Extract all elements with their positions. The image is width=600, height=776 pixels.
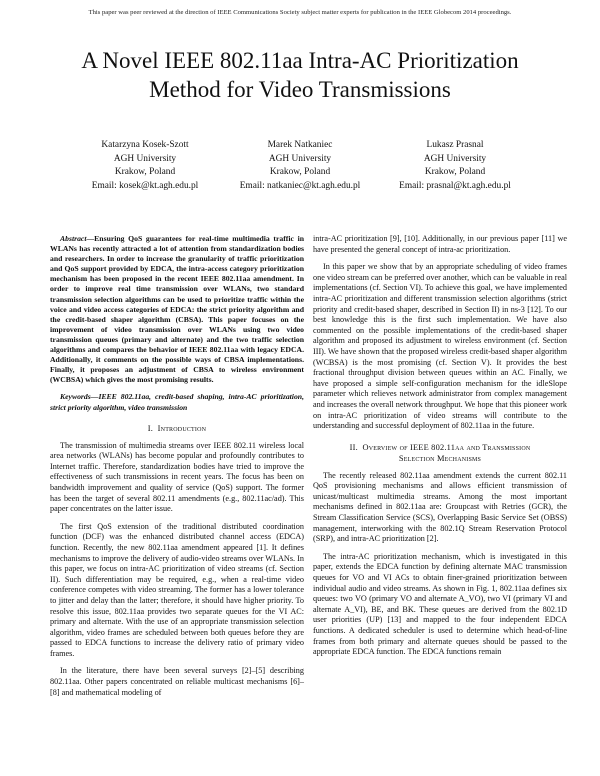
author-2 xyxy=(215,139,385,193)
author-name: Lukasz Prasnal xyxy=(426,140,484,150)
intro-paragraph-2: The first QoS extension of the traditional distributed coordination function (DCF) was the enhanced distributed channel access (EDCA) function. Recently, the new 802.11aa amendment appeared [1]. It defines mechanisms to improve the delivery of audio-video streams over WLANs. In this paper, we focus on intra-AC prioritization of video streams (cf. Section II). Such differentiation may be required, e.g., when a real-time video conference competes with video streaming. The former has a lower tolerance to jitter and delay than the latter; therefore, it should have higher priority. To resolve this issue, 802.11aa provides two separate queues for the VI AC: primary and alternate. With the use of an appropriate transmission selection algorithm, video frames are scheduled between both queues before they are passed to EDCA functions to increase the delivery ratio of primary video frames. xyxy=(50,521,304,658)
title-line-1: A Novel IEEE 802.11aa Intra-AC Prioritization xyxy=(81,48,519,73)
abstract-label: Abstract xyxy=(60,234,87,243)
section-2-heading xyxy=(313,442,567,464)
keywords: Keywords—IEEE 802.11aa, credit-based shaping, intra-AC prioritization, strict priority algorithm, video transmission xyxy=(50,392,304,412)
author-email: Email: kosek@kt.agh.edu.pl xyxy=(91,180,199,191)
author-affiliation: AGH University xyxy=(423,153,487,164)
author-name: Katarzyna Kosek-Szott xyxy=(101,140,189,150)
right-paragraph-2: In this paper we show that by an appropriate scheduling of video frames one video stream can be preferred over another, which can be valuable in real implementations (cf. Section VI). To achieve this goal, we have implemented intra-AC prioritization and different transmission selection algorithms (strict priority and credit-based shaper, described in Section II) in ns-3 [12]. To our best knowledge this is the first such implementation. We have also commented on the possible implementations of the credit-based shaper algorithm and proposed its adjustment to wireless environment (cf. Section III). We have shown that the proposed wireless credit-based shaper algorithm (WCBSA) is the most promising (cf. Section V). It provides the best fractional throughput division between queues within an AC. Finally, we have proposed a simple self-configuration mechanism for the idleSlope parameter which relieves network administrator from complex management and increases the overall network throughput. We hope that this pioneer work on intra-AC prioritization of video streams will contribute to the understanding and successful deployment of 802.11aa in the future. xyxy=(313,262,567,431)
title-line-2: Method for Video Transmissions xyxy=(149,77,451,102)
author-email: Email: natkaniec@kt.agh.edu.pl xyxy=(239,180,361,191)
author-location: Krakow, Poland xyxy=(424,167,486,177)
author-location: Krakow, Poland xyxy=(114,167,176,177)
paper-title xyxy=(40,46,560,104)
right-column xyxy=(313,234,567,665)
section-1-heading xyxy=(50,423,304,434)
review-notice: This paper was peer reviewed at the direction of IEEE Communications Society subject matter experts for publication in the IEEE Globecom 2014 proceedings. xyxy=(88,9,512,16)
section-2-paragraph-2: The intra-AC prioritization mechanism, which is investigated in this paper, extends the EDCA function by defining alternate MAC transmission queues for VO and VI ACs to obtain finer-grained prioritization between individual audio and video streams. As shown in Fig. 1, 802.11aa defines six queues: two VO (primary VO and alternate A_VO), two VI (primary VI and alternate A_VI), BE, and BK. These queues are derived from the 802.1D user priorities (UP) [13] and mapped to the four independent EDCA functions. A dedicated scheduler is used to determine which head-of-line frames from both primary and alternate queues should be passed to the appropriate EDCA function. The EDCA functions remain xyxy=(313,551,567,657)
abstract-text: —Ensuring QoS guarantees for real-time multimedia traffic in WLANs has recently attracted a lot of attention from standardization bodies and researchers. In order to increase the granularity of traffic prioritization and QoS support provided by EDCA, the intra-access category prioritization mechanism has been proposed in the recent IEEE 802.11aa amendment. In order to improve real time transmission over WLANs, two standard transmission selection algorithms can be used to prioritize traffic within the voice and video access categories of EDCA: the strict priority algorithm and the credit-based shaper algorithm (CBSA). This paper focuses on the improvement of video transmission over WLANs using two video transmission queues (primary and alternate) and the two traffic selection algorithms and compares the behavior of IEEE 802.11aa with legacy EDCA. Additionally, it comments on the possible ways of CBSA implementations. Finally, it proposes an adjustment of CBSA to wireless environment (WCBSA) which gives the most promising results. xyxy=(50,234,304,385)
author-location: Krakow, Poland xyxy=(269,167,331,177)
author-affiliation: AGH University xyxy=(268,153,332,164)
author-email: Email: prasnal@kt.agh.edu.pl xyxy=(399,180,511,191)
author-1 xyxy=(60,139,230,193)
author-name: Marek Natkaniec xyxy=(267,140,333,150)
section-2-number: II. xyxy=(349,442,358,452)
section-2-title-line-1: Overview of IEEE 802.11aa and Transmission xyxy=(362,442,531,452)
intro-paragraph-3: In the literature, there have been several surveys [2]–[5] describing 802.11aa. Other papers concentrated on reliable multicast mechanisms [6]–[8] and mathematical modeling of xyxy=(50,666,304,697)
abstract xyxy=(50,234,304,385)
right-paragraph-1: intra-AC prioritization [9], [10]. Additionally, in our previous paper [11] we have presented the general concept of intra-ac prioritization. xyxy=(313,234,567,254)
left-column xyxy=(50,234,304,705)
section-1-number: I. xyxy=(147,423,154,433)
author-3 xyxy=(370,139,540,193)
intro-paragraph-1: The transmission of multimedia streams over IEEE 802.11 wireless local area networks (WLANs) has become popular and profoundly contributes to Internet traffic. Therefore, standardization bodies have tried to improve the effectiveness of such transmissions in recent years. The focus has been on bandwidth improvement and quality of service (QoS) support. The former has been the target of several 802.11 amendments (e.g., 802.11ac/ad). This paper concentrates on the latter issue. xyxy=(50,440,304,514)
author-affiliation: AGH University xyxy=(113,153,177,164)
section-2-title-line-2: Selection Mechanisms xyxy=(398,453,482,463)
section-1-title: Introduction xyxy=(157,423,207,433)
section-2-paragraph-1: The recently released 802.11aa amendment extends the current 802.11 QoS provisioning mechanisms and allows efficient transmission of unicast/multicast multimedia streams. Among the most important mechanisms defined in 802.11aa are: Groupcast with Retries (GCR), the Stream Classification Service (SCS), Overlapping Basic Service Set (OBSS) management, interworking with the 802.1Q Stream Reservation Protocol (SRP), and intra-AC prioritization [2]. xyxy=(313,470,567,544)
